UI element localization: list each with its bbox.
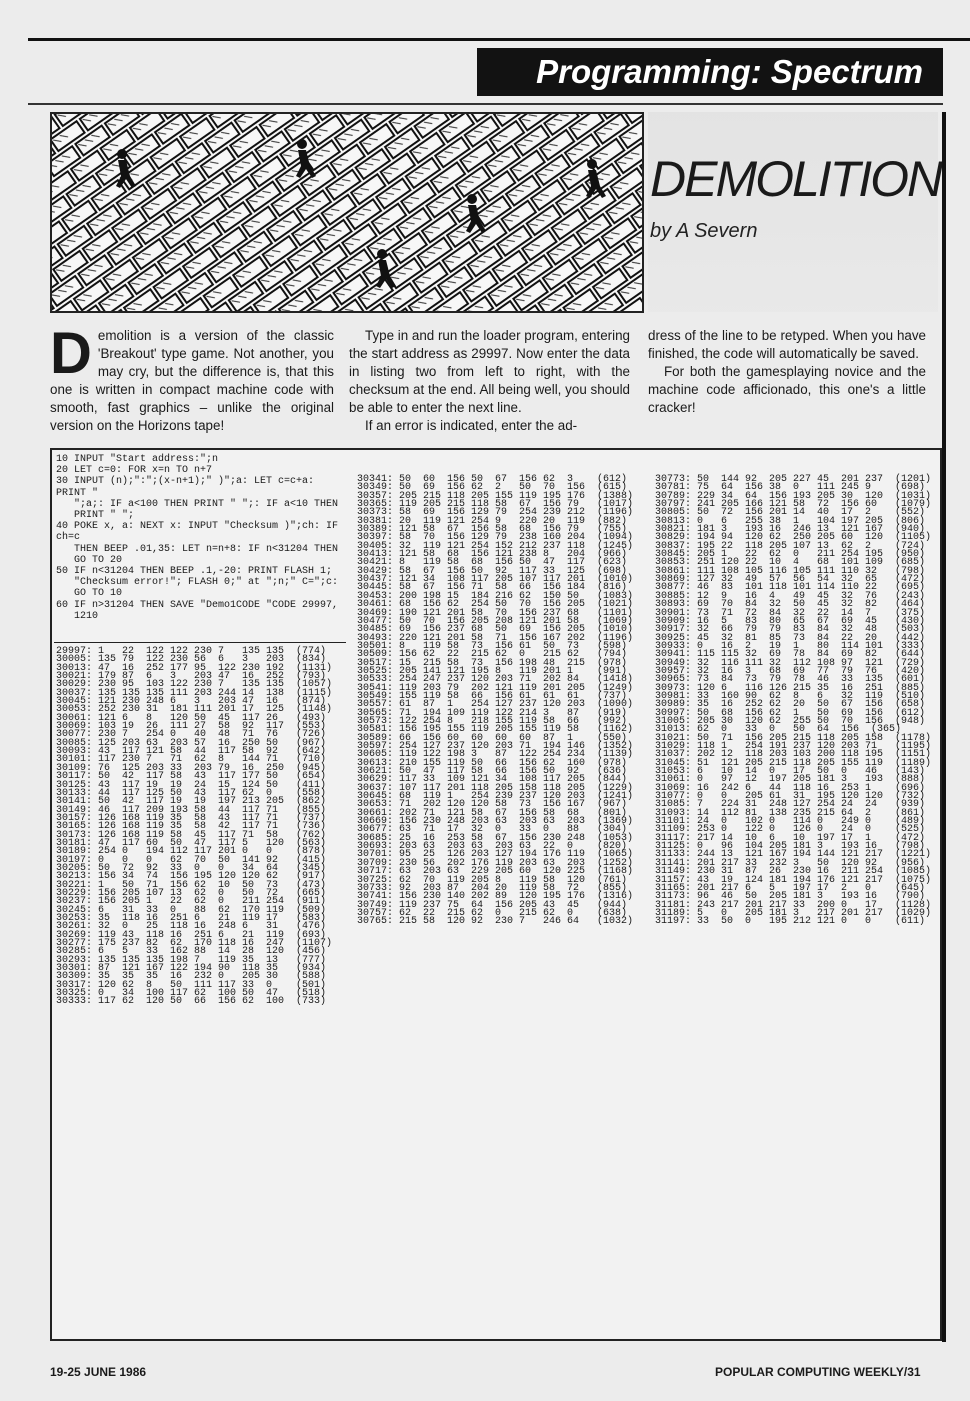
article-byline: by A Severn bbox=[650, 220, 758, 242]
top-rule bbox=[28, 38, 970, 41]
header-rule bbox=[28, 103, 943, 105]
faded-background-art bbox=[648, 112, 938, 312]
section-banner: Programming: Spectrum bbox=[477, 48, 943, 96]
hex-data-column-1: 29997: 1 22 122 122 230 7 135 135 (774) 30005: 135 79 122 230 56 6 3 203 (834) 30013: 47 16 252 177 95 122 230 192 (1131) 30021: 179 87 6 3 203 47 16 252 (793) 30029: 230 95 103 122 230 7 135 135 (1057) 30037: 135 135 135 111 203 244 14 138 (1115) 30045: 121 230 248 6 3 203 47 16 (874) 30053: 252 230 31 181 111 201 17 125 (1148) 30061: 121 6 8 120 50 45 117 26 (493) 30069: 103 19 26 111 27 58 92 117 (553) 30077: 230 7 254 0 40 48 71 76 (726) 30085: 125 203 63 203 57 16 250 50 (967) 30093: 43 117 121 58 44 117 58 92 (642) 30101: 117 230 7 71 62 8 144 71 (710) 30109: 76 125 203 33 203 79 16 250 (945) 30117: 50 42 117 58 43 117 177 50 (654) 30125: 43 117 19 19 24 15 124 50 (411) 30133: 44 117 125 50 43 117 62 0 (558) 30141: 50 42 117 19 19 197 213 205 (862) 30149: 46 117 209 193 58 44 117 71 (855) 30157: 126 168 119 35 58 43 117 71 (737) 30165: 126 168 119 35 58 42 117 71 (736) 30173: 126 168 119 58 45 117 71 58 (762) 30181: 47 117 60 50 47 117 5 120 (563) 30189: 254 0 194 112 117 201 0 0 (878) 30197: 0 0 0 62 70 50 141 92 (415) 30205: 50 72 92 33 0 0 34 64 (345) 30213: 156 34 74 156 195 120 120 62 (917) 30221: 1 50 71 156 62 10 50 73 (473) 30229: 156 205 107 13 62 0 50 72 (665) 30237: 156 205 1 22 62 0 211 254 (911) 30245: 6 31 33 0 88 62 170 119 (509) 30253: 35 118 16 251 6 21 119 17 (583) 30261: 32 0 25 118 16 248 6 31 (476) 30269: 119 43 118 16 251 6 21 119 (693) 30277: 175 237 82 62 170 118 16 247 (1107) 30285: 6 5 33 162 88 14 28 120 (456) 30293: 135 135 135 198 7 119 35 13 (777) 30301: 87 121 167 122 194 90 118 35 (934) 30309: 35 35 35 16 232 0 205 30 (588) 30317: 120 62 8 50 111 117 33 0 (501) 30325: 0 34 100 117 62 100 50 47 (518) 30333: 117 62 120 50 66 156 62 100 (733) bbox=[56, 646, 333, 1008]
intro-text-3b: For both the gamesplaying novice and the machine code afficionado, this one's a little cracker! bbox=[648, 364, 926, 415]
intro-text-2b: If an error is indicated, enter the ad- bbox=[365, 418, 578, 433]
hex-data-column-3: 30773: 50 144 92 205 227 45 201 237 (1201) 30781: 75 64 156 38 0 111 245 9 (698) 30789: 229 34 64 156 193 205 30 120 (1031) 30797: 241 205 166 121 58 72 156 60 (1079) 30805: 50 72 156 201 14 40 17 2 (552) 30813: 0 6 255 38 1 104 197 205 (806) 30821: 181 3 193 16 246 13 121 167 (940) 30829: 194 94 120 62 250 205 60 120 (1105) 30837: 195 22 118 205 107 13 62 2 (724) 30845: 205 1 22 62 0 211 254 195 (950) 30853: 251 120 22 10 4 68 101 109 (685) 30861: 111 108 105 116 105 111 110 32 (798) 30869: 127 32 49 57 56 54 32 65 (472) 30877: 46 83 101 118 101 114 110 22 (695) 30885: 12 9 16 4 49 45 32 76 (243) 30893: 69 70 84 32 50 45 32 82 (464) 30901: 73 71 72 84 32 22 14 7 (375) 30909: 16 5 83 80 65 67 69 45 (430) 30917: 32 66 79 79 83 84 32 48 (503) 30925: 45 32 81 85 73 84 22 20 (442) 30933: 0 16 2 19 1 80 114 101 (333) 30941: 115 115 32 69 78 84 69 82 (644) 30949: 32 116 111 32 112 108 97 121 (729) 30957: 32 16 3 68 69 77 79 76 (420) 30965: 73 84 73 79 78 46 33 135 (601) 30973: 120 6 116 126 215 35 16 251 (885) 30981: 33 160 90 62 8 6 32 119 (510) 30989: 35 16 252 62 20 50 67 156 (658) 30997: 50 68 156 62 1 50 69 156 (612) 31005: 205 30 120 62 255 50 70 156 (948) 31013: 62 0 33 0 50 64 156 (365) 31021: 50 71 156 205 215 118 205 158 (1178) 31029: 118 1 254 191 237 120 203 71 (1195) 31037: 202 12 118 203 103 200 118 195 (1151) 31045: 51 121 205 215 118 205 155 119 (1189) 31053: 6 10 14 0 17 50 0 46 (143) 31061: 0 97 12 197 205 181 3 193 (888) 31069: 16 242 6 44 118 16 253 1 (696) 31077: 0 0 205 61 31 195 120 120 (732) 31085: 7 224 31 248 127 254 24 24 (939) 31093: 14 112 81 138 235 215 64 2 (861) 31101: 24 0 102 0 114 0 249 0 (489) 31109: 253 0 122 0 126 0 24 0 (525) 31117: 217 14 10 6 10 197 17 1 (472) 31125: 0 96 104 205 181 3 193 16 (798) 31133: 244 13 121 167 194 144 121 217 (1221) 31141: 201 217 33 232 3 50 120 92 (956) 31149: 230 31 87 26 230 16 211 254 (1085) 31157: 43 19 124 181 194 176 121 217 (1075) 31165: 201 217 6 5 197 17 2 0 (645) 31173: 96 46 50 205 181 3 193 16 (790) 31181: 243 217 201 217 33 200 0 17 (1128) 31189: 5 0 205 181 3 217 201 217 (1029) 31197: 33 50 0 195 212 121 0 0 (611) bbox=[655, 474, 932, 928]
code-listing bbox=[50, 448, 942, 1341]
intro-column-1 bbox=[50, 321, 334, 435]
intro-column-2 bbox=[349, 327, 630, 435]
footer-date: 19-25 JUNE 1986 bbox=[50, 1365, 147, 1379]
game-illustration bbox=[50, 112, 644, 313]
intro-text-2a: Type in and run the loader program, entering the start address as 29997. Now enter the data in listing two from left to right, with the checksum at the end. All being well, you should be able to enter the next line. bbox=[349, 328, 631, 415]
basic-loader-listing: 10 INPUT "Start address:";n 20 LET c=0: FOR x=n TO n+7 30 INPUT (n);":";(x-n+1);" )";a: LET c=c+a: PRINT " ";a;: IF a<100 THEN PRINT " ";: IF a<10 THEN PRINT " "; 40 POKE x, a: NEXT x: INPUT "Checksum )";ch: IF ch=c THEN BEEP .01,35: LET n=n+8: IF n<31204 THEN GO TO 20 50 IF n<31204 THEN BEEP .1,-20: PRINT FLASH 1; "Checksum error!"; FLASH 0;" at ";n;" C=";c: GO TO 10 60 IF n>31204 THEN SAVE "Demo1CODE "CODE 29997, 1210 bbox=[56, 454, 339, 622]
drop-cap: D bbox=[50, 321, 92, 386]
listing-divider bbox=[54, 642, 346, 643]
footer-page: POPULAR COMPUTING WEEKLY/31 bbox=[715, 1365, 921, 1379]
page-side-bar bbox=[942, 112, 946, 1342]
intro-text-1: emolition is a version of the classic 'Breakout' type game. Not another, you may cry, but the difference is, that this one is written in compact machine code with smooth, fast graphics – unlike the original version on the Horizons tape! bbox=[50, 328, 334, 433]
hex-data-column-2: 30341: 50 60 156 50 67 156 62 3 (612) 30349: 50 69 156 62 2 50 70 156 (615) 30357: 205 215 118 205 155 119 195 176 (1388) 30365: 119 205 215 118 58 67 156 79 (1017) 30373: 58 69 156 129 79 254 239 212 (1196) 30381: 20 119 121 254 9 220 20 119 (882) 30389: 121 58 67 156 58 68 156 79 (755) 30397: 58 70 156 129 79 238 160 204 (1094) 30405: 32 119 121 254 152 212 237 118 (1245) 30413: 121 58 68 156 121 238 8 204 (966) 30421: 8 119 58 68 156 50 47 117 (623) 30429: 58 67 156 50 92 117 33 125 (698) 30437: 121 34 108 117 205 107 117 201 (1010) 30445: 58 67 156 71 58 66 156 184 (816) 30453: 200 198 15 184 216 62 150 50 (1083) 30461: 68 156 62 254 50 70 156 205 (1021) 30469: 190 121 201 58 70 156 237 68 (1101) 30477: 50 70 156 205 208 121 201 58 (1069) 30485: 69 156 237 68 50 69 156 205 (1010) 30493: 220 121 201 58 71 156 167 202 (1196) 30501: 8 119 58 73 156 61 50 73 (598) 30509: 156 62 22 215 62 0 215 62 (794) 30517: 15 215 58 73 156 198 48 215 (978) 30525: 205 141 121 195 8 119 201 1 (991) 30533: 254 247 237 120 203 71 202 84 (1418) 30541: 119 203 79 202 121 119 201 205 (1249) 30549: 155 119 58 66 156 61 61 61 (737) 30557: 61 87 1 254 127 237 120 203 (1090) 30565: 71 194 109 119 122 214 3 87 (919) 30573: 122 254 8 218 155 119 58 66 (992) 30581: 156 195 155 119 205 155 119 58 (1162) 30589: 66 156 60 60 60 60 87 1 (550) 30597: 254 127 237 120 203 71 194 146 (1352) 30605: 119 122 198 3 87 122 254 234 (1139) 30613: 210 155 119 50 66 156 62 160 (978) 30621: 50 47 117 58 66 156 50 92 (636) 30629: 117 33 109 121 34 108 117 205 (844) 30637: 107 117 201 118 205 158 118 205 (1229) 30645: 68 119 1 254 239 237 120 203 (1241) 30653: 71 202 120 120 58 73 156 167 (967) 30661: 202 71 121 58 67 156 58 68 (801) 30669: 156 230 248 203 63 203 63 203 (1369) 30677: 63 71 17 32 0 33 0 88 (304) 30685: 25 16 253 58 67 156 230 248 (1053) 30693: 203 63 203 63 203 63 22 0 (820) 30701: 95 25 126 203 127 194 176 119 (1065) 30709: 230 56 202 176 119 203 63 203 (1252) 30717: 63 203 63 229 205 60 120 225 (1168) 30725: 62 70 119 205 8 119 58 120 (761) 30733: 92 203 87 204 20 119 58 72 (855) 30741: 156 230 140 202 89 120 195 176 (1316) 30749: 119 237 75 64 156 205 43 45 (944) 30757: 62 22 215 62 0 215 62 0 (638) 30765: 215 58 120 92 230 7 246 64 (1032) bbox=[357, 474, 634, 928]
intro-column-3 bbox=[648, 327, 926, 417]
intro-text-3a: dress of the line to be retyped. When you have finished, the code will automatically be saved. bbox=[648, 328, 926, 361]
article-title: DEMOLITION bbox=[650, 151, 942, 207]
